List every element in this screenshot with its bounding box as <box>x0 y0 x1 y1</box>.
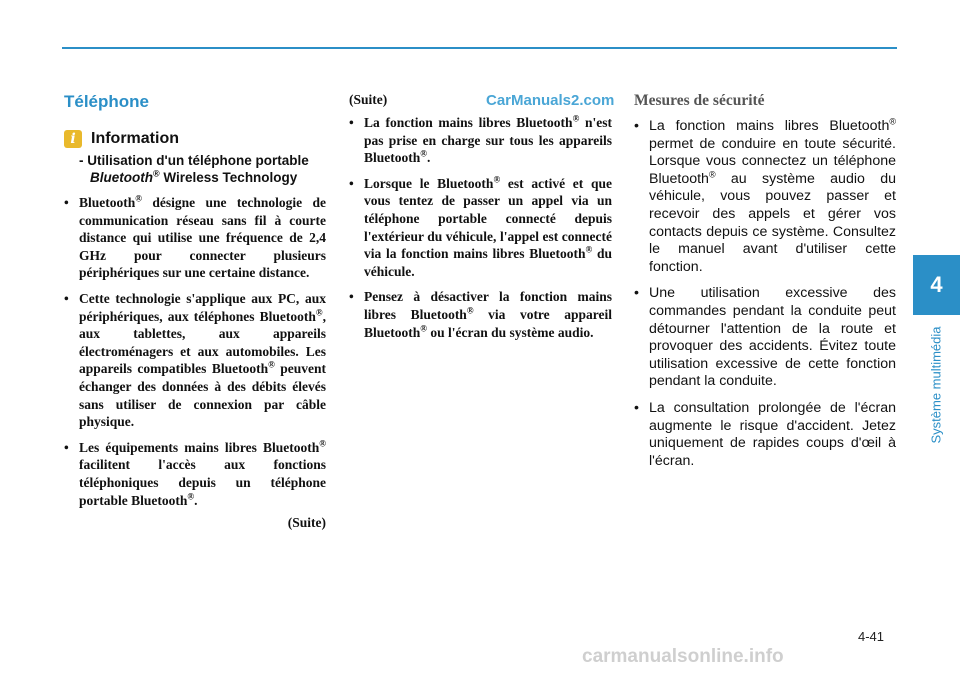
bullet-list <box>634 118 896 470</box>
reg-mark: ® <box>153 168 160 179</box>
watermark-bottom: carmanualsonline.info <box>582 646 784 667</box>
info-header <box>64 130 326 148</box>
info-subtitle <box>64 152 326 186</box>
list-item: • La fonction mains libres Bluetooth® n'est pas prise en charge sur tous les appareils Bluetooth®. <box>349 114 612 167</box>
column-middle <box>349 92 615 349</box>
info-subtitle-brand: Bluetooth <box>90 170 153 185</box>
list-item: • Pensez à désactiver la fonction mains libres Bluetooth® via votre appareil Bluetooth® ou l'écran du système audio. <box>349 288 612 341</box>
column-right <box>634 92 896 479</box>
list-item: • Les équipements mains libres Bluetooth® facilitent l'accès aux fonctions téléphoniques depuis un téléphone portable Bluetooth®. <box>64 439 326 509</box>
page-number: 4-41 <box>858 629 885 644</box>
info-subtitle-text: Wireless Technology <box>159 170 298 185</box>
list-item: • La fonction mains libres Bluetooth® permet de conduire en toute sécurité. Lorsque vous connectez un téléphone Bluetooth® au système audio du véhicule, vous pouvez passer et recevoir des appels et gérer vos contacts depuis ce système. Consultez le manuel avant d'utiliser cette fonction. <box>634 118 896 276</box>
watermark-top: CarManuals2.com <box>486 92 615 109</box>
list-item: • Une utilisation excessive des commandes pendant la conduite peut détourner l'attention de la route et provoquer des accidents. Évitez toute utilisation excessive de cette fonction pendant la conduite. <box>634 285 896 391</box>
chapter-title: Système multimédia <box>928 326 944 444</box>
list-item: • La consultation prolongée de l'écran augmente le risque d'accident. Jetez uniquement de rapides coups d'œil à l'écran. <box>634 400 896 470</box>
continued-label: (Suite) <box>349 92 388 107</box>
chapter-tab: 4 <box>913 255 960 315</box>
column-left <box>64 92 326 531</box>
info-subtitle-text: - Utilisation d'un téléphone portable <box>79 153 309 168</box>
info-title: Information <box>91 130 179 147</box>
info-icon: i <box>64 130 82 148</box>
top-rule <box>62 47 897 49</box>
list-item: • Lorsque le Bluetooth® est activé et que vous tentez de passer un appel via un téléphone portable connecté depuis l'extérieur du véhicule, l'appel est connecté via la fonction mains libres Bluetooth® du véhicule. <box>349 175 612 281</box>
continued-label: (Suite) <box>287 515 326 531</box>
list-item: • Cette technologie s'applique aux PC, aux périphériques, aux téléphones Bluetooth®, aux tablettes, aux appareils électroménagers et aux automobiles. Les appareils compatibles Bluetooth® peuvent échanger des données à des débits élevés sans utiliser de connexion par câble physique. <box>64 290 326 431</box>
safety-heading: Mesures de sécurité <box>634 92 765 109</box>
bullet-list <box>64 194 326 509</box>
section-title: Téléphone <box>64 92 150 111</box>
list-item: • Bluetooth® désigne une technologie de communication réseau sans fil à courte distance qui utilise une fréquence de 2,4 GHz pour connecter plusieurs périphériques sur une certaine distance. <box>64 194 326 282</box>
bullet-list <box>349 114 612 341</box>
